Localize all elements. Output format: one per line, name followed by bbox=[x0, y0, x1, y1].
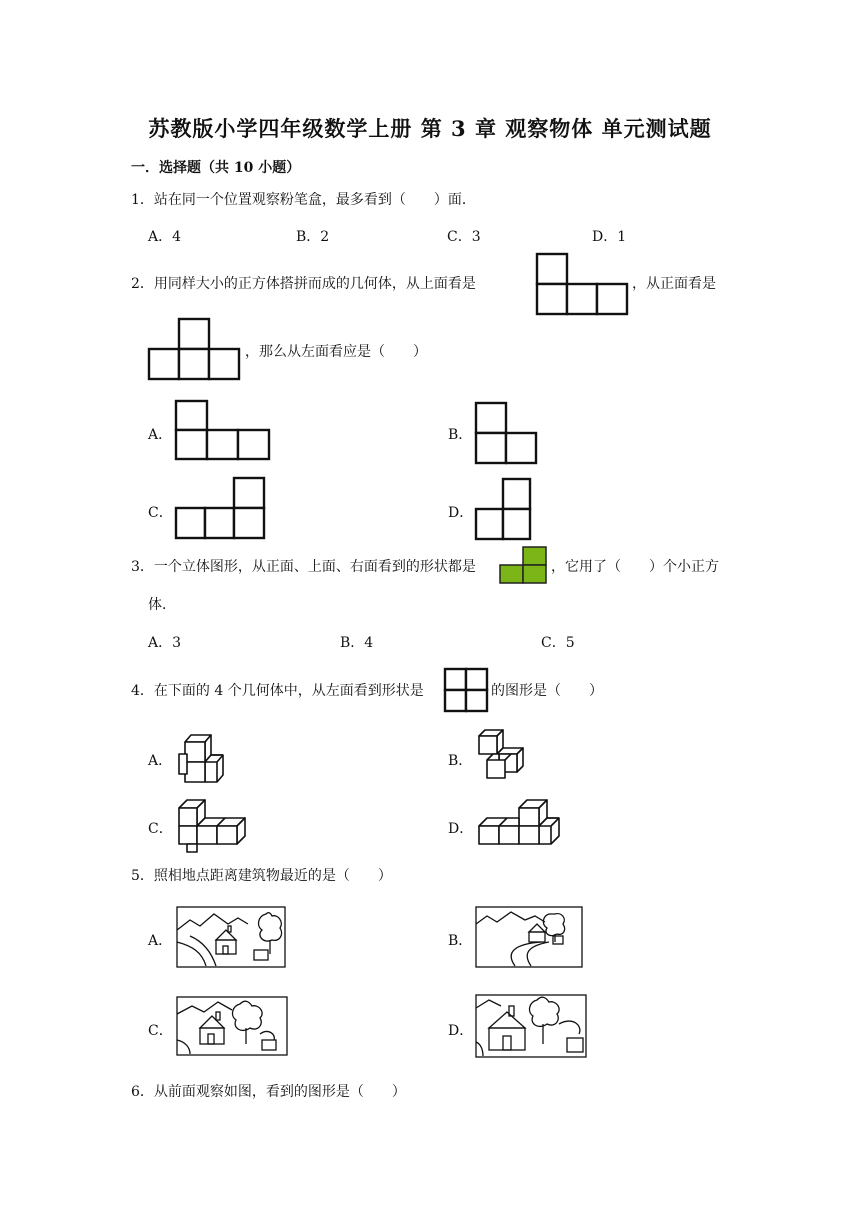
q2-stem-part2: ，从正面看是 bbox=[632, 276, 716, 292]
q1-option-a[interactable]: A．4 bbox=[148, 229, 182, 245]
page-title: 苏教版小学四年级数学上册 第 3 章 观察物体 单元测试题 bbox=[148, 116, 712, 141]
q3-stem-part1: 3．一个立体图形，从正面、上面、右面看到的形状都是 bbox=[131, 559, 476, 575]
q5-option-d-label[interactable]: D． bbox=[448, 1023, 474, 1039]
q1-option-d[interactable]: D．1 bbox=[592, 229, 627, 245]
q5-stem: 5．照相地点距离建筑物最近的是（ ） bbox=[131, 868, 392, 884]
q2-stem-part3: ，那么从左面看应是（ ） bbox=[245, 344, 427, 360]
q4-option-a-figure[interactable] bbox=[175, 728, 235, 790]
q2-stem-part1: 2．用同样大小的正方体搭拼而成的几何体，从上面看是 bbox=[131, 276, 476, 292]
q2-option-a-figure[interactable] bbox=[175, 400, 270, 460]
q4-option-c-figure[interactable] bbox=[175, 798, 251, 856]
q5-option-a-picture[interactable] bbox=[176, 906, 286, 968]
q4-left-view-figure bbox=[444, 668, 488, 712]
q4-option-d-label[interactable]: D． bbox=[448, 821, 474, 837]
q3-stem-part3: 体． bbox=[148, 597, 176, 613]
q4-stem-part1: 4．在下面的 4 个几何体中，从左面看到形状是 bbox=[131, 683, 424, 699]
q1-stem: 1．站在同一个位置观察粉笔盒，最多看到（ ）面． bbox=[131, 192, 476, 208]
q2-option-b-label[interactable]: B． bbox=[448, 427, 473, 443]
q2-front-view-figure bbox=[148, 318, 242, 380]
q3-option-a[interactable]: A．3 bbox=[148, 635, 182, 651]
q3-option-c[interactable]: C．5 bbox=[541, 635, 575, 651]
q5-option-c-picture[interactable] bbox=[176, 996, 288, 1056]
q3-view-figure bbox=[499, 546, 549, 584]
q1-option-b[interactable]: B．2 bbox=[296, 229, 330, 245]
q1-option-c[interactable]: C．3 bbox=[447, 229, 481, 245]
section-heading: 一．选择题（共 10 小题） bbox=[131, 160, 301, 176]
q5-option-a-label[interactable]: A． bbox=[148, 933, 173, 949]
q5-option-c-label[interactable]: C． bbox=[148, 1023, 173, 1039]
q5-option-b-label[interactable]: B． bbox=[448, 933, 473, 949]
q2-top-view-figure bbox=[536, 253, 630, 315]
q4-option-b-label[interactable]: B． bbox=[448, 753, 473, 769]
q3-stem-part2: ，它用了（ ）个小正方 bbox=[551, 559, 719, 575]
q4-option-d-figure[interactable] bbox=[475, 798, 561, 854]
q4-stem-part2: 的图形是（ ） bbox=[491, 683, 603, 699]
q4-option-c-label[interactable]: C． bbox=[148, 821, 173, 837]
q2-option-d-label[interactable]: D． bbox=[448, 505, 474, 521]
q6-stem: 6．从前面观察如图，看到的图形是（ ） bbox=[131, 1084, 406, 1100]
q3-option-b[interactable]: B．4 bbox=[340, 635, 374, 651]
q2-option-d-figure[interactable] bbox=[475, 478, 539, 540]
q2-option-c-figure[interactable] bbox=[175, 477, 270, 539]
q2-option-a-label[interactable]: A． bbox=[148, 427, 173, 443]
q5-option-b-picture[interactable] bbox=[475, 906, 583, 968]
q2-option-c-label[interactable]: C． bbox=[148, 505, 173, 521]
q4-option-a-label[interactable]: A． bbox=[148, 753, 173, 769]
q4-option-b-figure[interactable] bbox=[475, 728, 535, 784]
q5-option-d-picture[interactable] bbox=[475, 994, 587, 1058]
q2-option-b-figure[interactable] bbox=[475, 402, 539, 464]
